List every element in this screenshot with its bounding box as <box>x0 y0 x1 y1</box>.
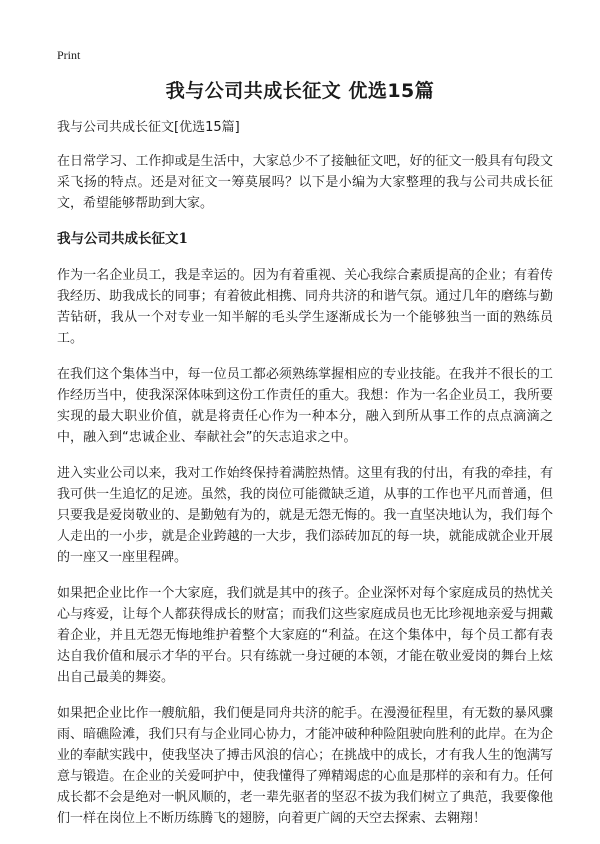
document-body <box>57 117 553 844</box>
document-subtitle: 我与公司共成长征文[优选15篇] <box>57 120 240 135</box>
section-heading: 我与公司共成长征文1 <box>57 231 188 247</box>
body-paragraph: 如果把企业比作一个大家庭，我们就是其中的孩子。企业深怀对每个家庭成员的热忧关心与疼爱，让每个人都获得成长的财富；而我们这些家庭成员也无比珍视地亲爱与拥戴着企业，并且无怨无悔地维护着整个大家庭的“利益。在这个集体中，每个员工都有表达自我价值和展示才华的平台。只有练就一身过硬的本领，才能在敬业爱岗的舞台上炫出自己最美的舞姿。 <box>57 586 553 685</box>
body-paragraph: 在我们这个集体当中，每一位员工都必须熟练掌握相应的专业技能。在我并不很长的工作经历当中，使我深深体味到这份工作责任的重大。我想：作为一名企业员工，我所要实现的最大职业价值，就是将责任心作为一种本分，融入到所从事工作的点点滴滴之中，融入到“忠诚企业、奉献社会”的矢志追求之中。 <box>57 367 553 445</box>
page-title: 我与公司共成长征文 优选15篇 <box>165 80 435 102</box>
body-paragraph: 作为一名企业员工，我是幸运的。因为有着重视、关心我综合素质提高的企业；有着传我经历、助我成长的同事；有着彼此相携、同舟共济的和谐气氛。通过几年的磨练与勤苦钻研，我从一个对专业一知半解的毛头学生逐渐成长为一个能够独当一面的熟练员工。 <box>57 268 553 346</box>
intro-paragraph: 在日常学习、工作抑或是生活中，大家总少不了接触征文吧，好的征文一般具有句段文采飞扬的特点。还是对征文一筹莫展吗？以下是小编为大家整理的我与公司共成长征文，希望能够帮助到大家。 <box>57 154 553 211</box>
body-paragraph: 进入实业公司以来，我对工作始终保持着满腔热情。这里有我的付出，有我的牵挂，有我可供一生追忆的足迹。虽然，我的岗位可能微缺乏道，从事的工作也平凡而普通，但只要我是爱岗敬业的、是勤勉有为的，就是无怨无悔的。我一直坚决地认为，我们每个人走出的一小步，就是企业跨越的一大步，我们添砖加瓦的每一块，就能成就企业开展的一座又一座里程碑。 <box>57 466 553 565</box>
body-paragraph: 如果把企业比作一艘航船，我们便是同舟共济的舵手。在漫漫征程里，有无数的暴风骤雨、暗礁险滩，我们只有与企业同心协力，才能冲破种种险阻驶向胜利的此岸。在为企业的奉献实践中，使我坚决了搏击风浪的信心；在挑战中的成长，才有我人生的饱满写意与锻造。在企业的关爱呵护中，使我懂得了殚精竭虑的心血是那样的亲和有力。任何成长都不会是绝对一帆风顺的，老一辈先驱者的坚忍不拔为我们树立了典范，我要像他们一样在岗位上不断历练腾飞的翅膀，向着更广阔的天空去探索、去翱翔！ <box>57 706 553 826</box>
print-link[interactable]: Print <box>57 48 81 62</box>
